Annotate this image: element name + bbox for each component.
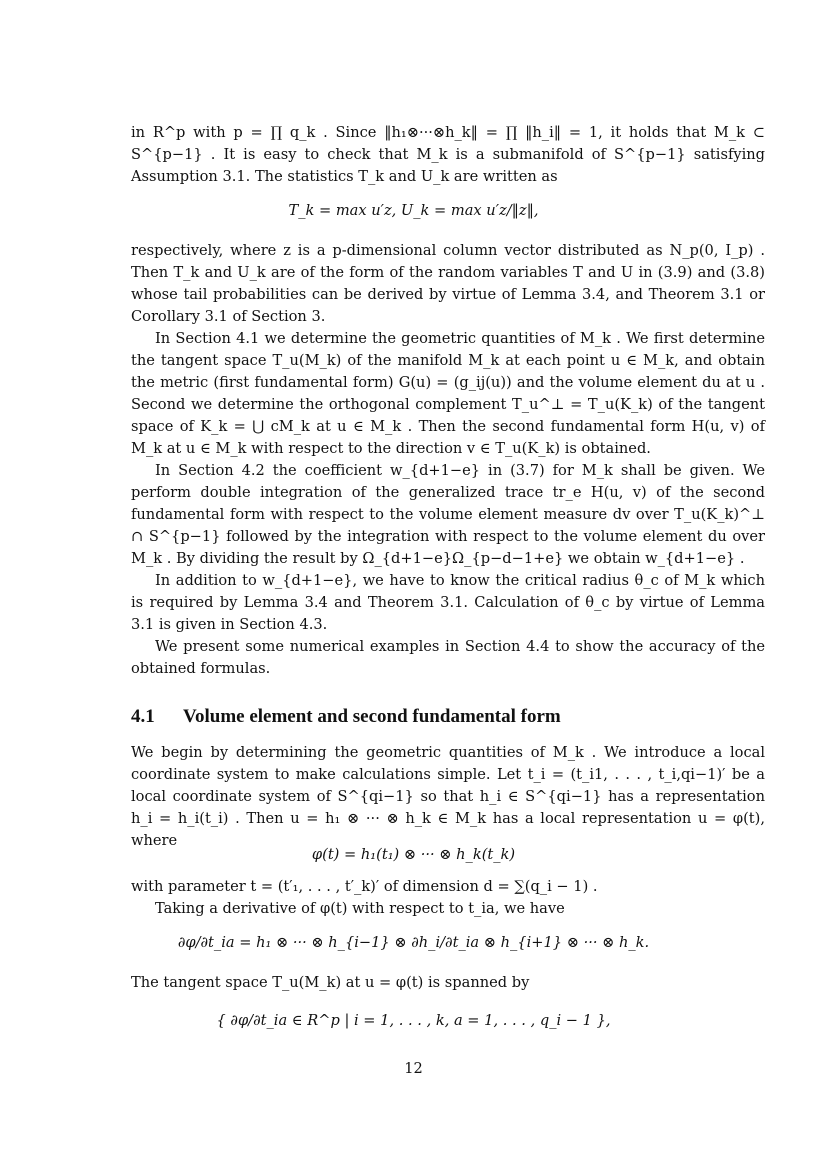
paragraph: In Section 4.1 we determine the geometric quantities of M_k . We first determine the tangent space T_u(M_k) of the manifold M_k at each point u ∈ M_k, and obtain the metric (first fundamental form) G(u) = (g_ij(u)) and the volume element du at u . Second we determine the orthogonal complement T_u^⊥ = T_u(K_k) of the tangent space of K_k = ⋃ cM_k at u ∈ M_k . Then the second fundamental form H(u, v) of M_k at u ∈ M_k with respect to the direction v ∈ T_u(K_k) is obtained. — [131, 330, 765, 457]
paragraph: The tangent space T_u(M_k) at u = φ(t) is spanned by — [131, 974, 530, 991]
paragraph: In addition to w_{d+1−e}, we have to know the critical radius θ_c of M_k which is required by Lemma 3.4 and Theorem 3.1. Calculation of θ_c by virtue of Lemma 3.1 is given in Section 4.3. — [131, 572, 765, 633]
paragraph: We begin by determining the geometric quantities of M_k . We introduce a local coordinate system to make calculations simple. Let t_i = (t_i1, . . . , t_i,qi−1)′ be a local coordinate system of S^{qi−1} so that h_i ∈ S^{qi−1} has a representation h_i = h_i(t_i) . Then u = h₁ ⊗ ··· ⊗ h_k ∈ M_k has a local representation u = φ(t), where — [131, 744, 765, 849]
page-number: 12 — [404, 1060, 423, 1077]
display-equation: { ∂φ/∂t_ia ∈ R^p | i = 1, . . . , k, a = 1, . . . , q_i − 1 }, — [216, 1012, 611, 1029]
section-heading — [131, 706, 561, 728]
display-equation: φ(t) = h₁(t₁) ⊗ ··· ⊗ h_k(t_k) — [311, 846, 516, 863]
display-equation: T_k = max u′z, U_k = max u′z/‖z‖, — [288, 202, 539, 219]
paragraph: with parameter t = (t′₁, . . . , t′_k)′ of dimension d = ∑(q_i − 1) . — [131, 878, 598, 895]
paragraph: We present some numerical examples in Section 4.4 to show the accuracy of the obtained formulas. — [131, 638, 765, 677]
section-title: Volume element and second fundamental form — [183, 706, 561, 727]
section-number: 4.1 — [131, 706, 155, 727]
paragraph: In Section 4.2 the coefficient w_{d+1−e} in (3.7) for M_k shall be given. We perform double integration of the generalized trace tr_e H(u, v) of the second fundamental form with respect to the volume element measure dv over T_u(K_k)^⊥ ∩ S^{p−1} followed by the integration with respect to the volume element du over M_k . By dividing the result by Ω_{d+1−e}Ω_{p−d−1+e} we obtain w_{d+1−e} . — [131, 462, 765, 567]
paragraph: Taking a derivative of φ(t) with respect to t_ia, we have — [155, 900, 565, 917]
paragraph: in R^p with p = ∏ q_k . Since ‖h₁⊗···⊗h_k‖ = ∏ ‖h_i‖ = 1, it holds that M_k ⊂ S^{p−1} . It is easy to check that M_k is a submanifold of S^{p−1} satisfying Assumption 3.1. The statistics T_k and U_k are written as — [131, 124, 765, 185]
display-equation: ∂φ/∂t_ia = h₁ ⊗ ··· ⊗ h_{i−1} ⊗ ∂h_i/∂t_ia ⊗ h_{i+1} ⊗ ··· ⊗ h_k. — [177, 934, 650, 951]
paragraph: respectively, where z is a p-dimensional column vector distributed as N_p(0, I_p) . Then T_k and U_k are of the form of the random variables T and U in (3.9) and (3.8) whose tail probabilities can be derived by virtue of Lemma 3.4, and Theorem 3.1 or Corollary 3.1 of Section 3. — [131, 242, 765, 325]
